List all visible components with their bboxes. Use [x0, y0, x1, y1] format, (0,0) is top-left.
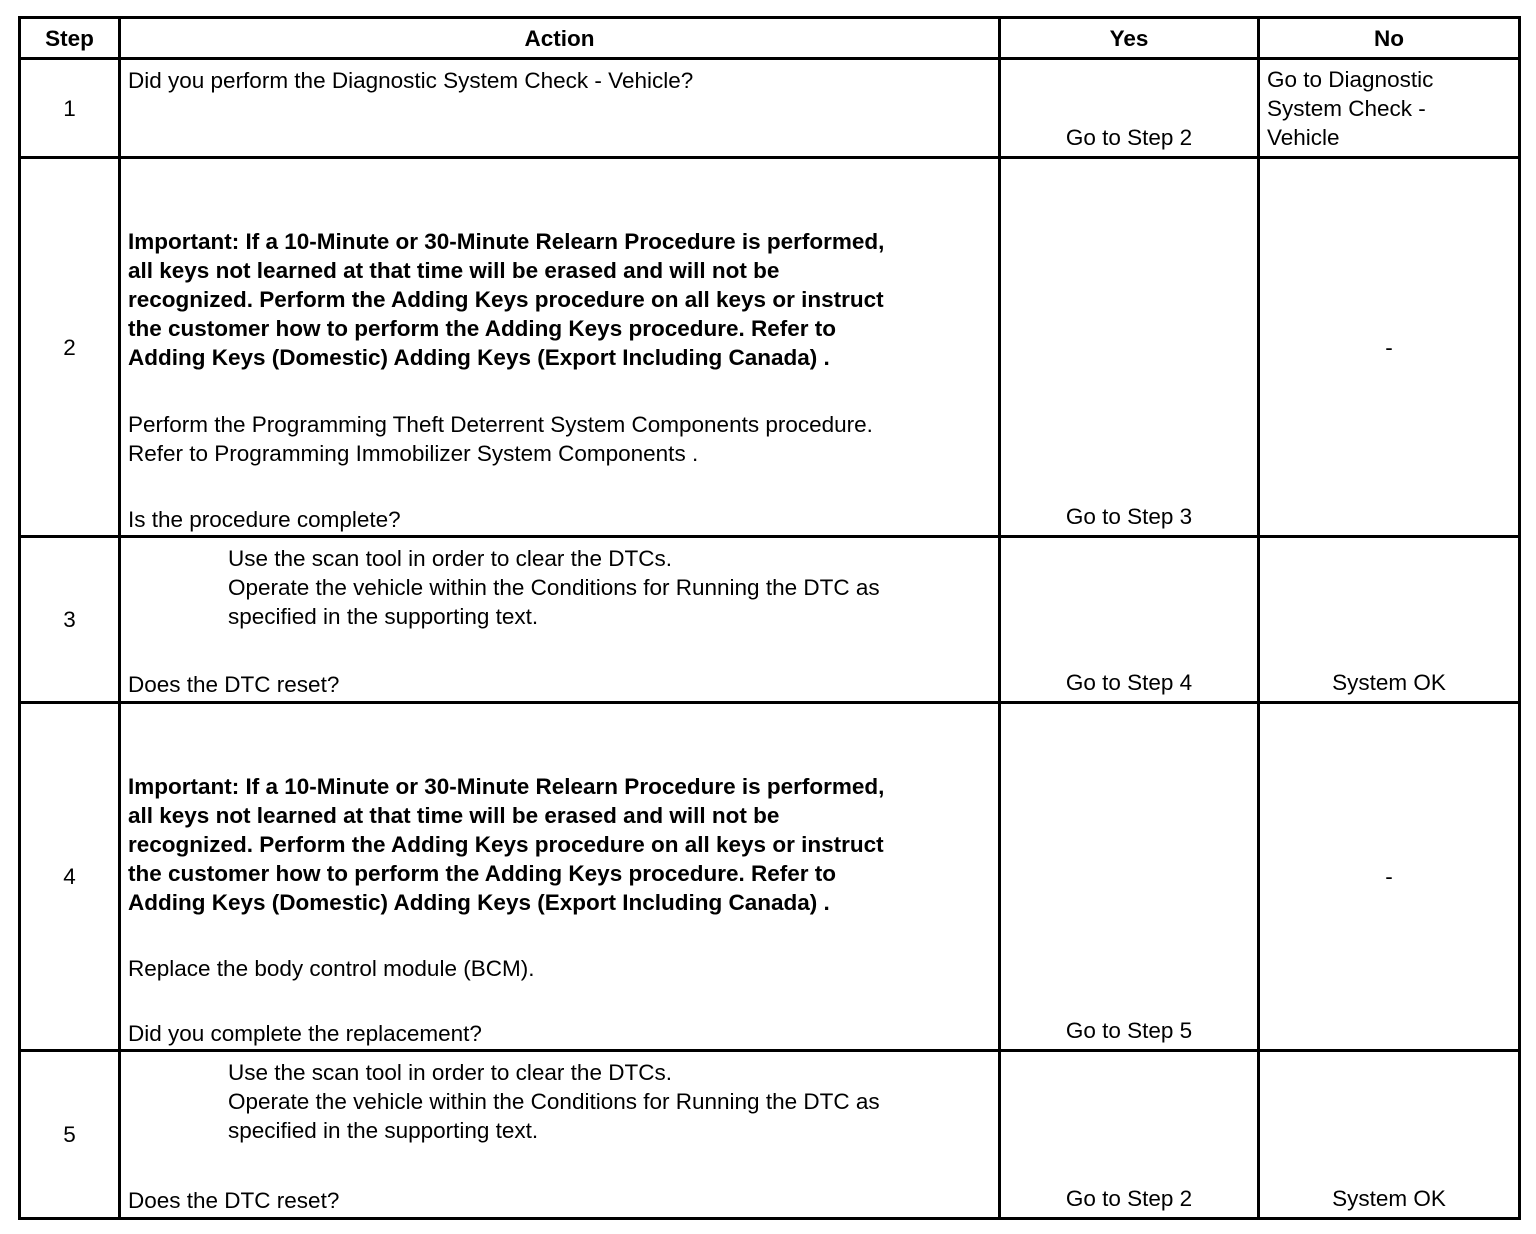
- important-line: all keys not learned at that time will be erased and will not be: [128, 803, 780, 828]
- table-row: [20, 537, 1520, 703]
- action-question: Did you perform the Diagnostic System Check - Vehicle?: [128, 68, 694, 93]
- important-note: [128, 227, 884, 372]
- important-line: recognized. Perform the Adding Keys procedure on all keys or instruct: [128, 832, 884, 857]
- step-number: 1: [20, 59, 120, 158]
- header-step: Step: [20, 18, 120, 59]
- no-line: Vehicle: [1267, 125, 1340, 150]
- no-cell: [1259, 59, 1520, 158]
- header-yes: Yes: [1000, 18, 1259, 59]
- important-line: Adding Keys (Domestic) Adding Keys (Export Including Canada) .: [128, 345, 830, 370]
- yes-cell: Go to Step 2: [1000, 1051, 1259, 1219]
- table-row: [20, 158, 1520, 537]
- action-question: Does the DTC reset?: [128, 1188, 340, 1213]
- no-cell: System OK: [1259, 1051, 1520, 1219]
- header-no: No: [1259, 18, 1520, 59]
- table-row: [20, 1051, 1520, 1219]
- yes-cell: Go to Step 2: [1000, 59, 1259, 158]
- important-line: Important: If a 10-Minute or 30-Minute Relearn Procedure is performed,: [128, 229, 885, 254]
- yes-cell: Go to Step 4: [1000, 537, 1259, 703]
- important-line: Important: If a 10-Minute or 30-Minute Relearn Procedure is performed,: [128, 774, 885, 799]
- action-question: Did you complete the replacement?: [128, 1021, 482, 1046]
- action-cell: [120, 1051, 1000, 1219]
- important-note: [128, 772, 884, 917]
- step-number: 4: [20, 703, 120, 1051]
- no-cell: -: [1259, 158, 1520, 537]
- body-line: Use the scan tool in order to clear the DTCs.: [228, 546, 672, 571]
- header-row: [20, 18, 1520, 59]
- action-body: [128, 544, 990, 631]
- body-line: Replace the body control module (BCM).: [128, 956, 535, 981]
- no-line: Go to Diagnostic: [1267, 67, 1434, 92]
- action-cell: [120, 59, 1000, 158]
- body-line: specified in the supporting text.: [228, 1118, 539, 1143]
- important-line: recognized. Perform the Adding Keys procedure on all keys or instruct: [128, 287, 884, 312]
- no-cell: System OK: [1259, 537, 1520, 703]
- yes-cell: Go to Step 3: [1000, 158, 1259, 537]
- table-row: [20, 703, 1520, 1051]
- action-body: [128, 410, 873, 468]
- action-body: [128, 1058, 990, 1145]
- action-body: [128, 954, 534, 983]
- important-line: Adding Keys (Domestic) Adding Keys (Export Including Canada) .: [128, 890, 830, 915]
- body-line: Perform the Programming Theft Deterrent System Components procedure.: [128, 412, 873, 437]
- step-number: 3: [20, 537, 120, 703]
- body-line: Use the scan tool in order to clear the DTCs.: [228, 1060, 672, 1085]
- important-line: the customer how to perform the Adding Keys procedure. Refer to: [128, 316, 837, 341]
- step-number: 2: [20, 158, 120, 537]
- no-line: System Check -: [1267, 96, 1426, 121]
- no-cell: -: [1259, 703, 1520, 1051]
- action-question: Does the DTC reset?: [128, 672, 340, 697]
- action-cell: [120, 537, 1000, 703]
- body-line: Operate the vehicle within the Conditions for Running the DTC as: [228, 575, 880, 600]
- body-line: Operate the vehicle within the Conditions for Running the DTC as: [228, 1089, 880, 1114]
- table-row: [20, 59, 1520, 158]
- diagnostic-table: [18, 16, 1521, 1220]
- action-cell: [120, 158, 1000, 537]
- step-number: 5: [20, 1051, 120, 1219]
- header-action: Action: [120, 18, 1000, 59]
- important-line: the customer how to perform the Adding Keys procedure. Refer to: [128, 861, 837, 886]
- action-cell: [120, 703, 1000, 1051]
- yes-cell: Go to Step 5: [1000, 703, 1259, 1051]
- body-line: specified in the supporting text.: [228, 604, 539, 629]
- body-line: Refer to Programming Immobilizer System Components .: [128, 441, 699, 466]
- action-question: Is the procedure complete?: [128, 507, 401, 532]
- important-line: all keys not learned at that time will be erased and will not be: [128, 258, 780, 283]
